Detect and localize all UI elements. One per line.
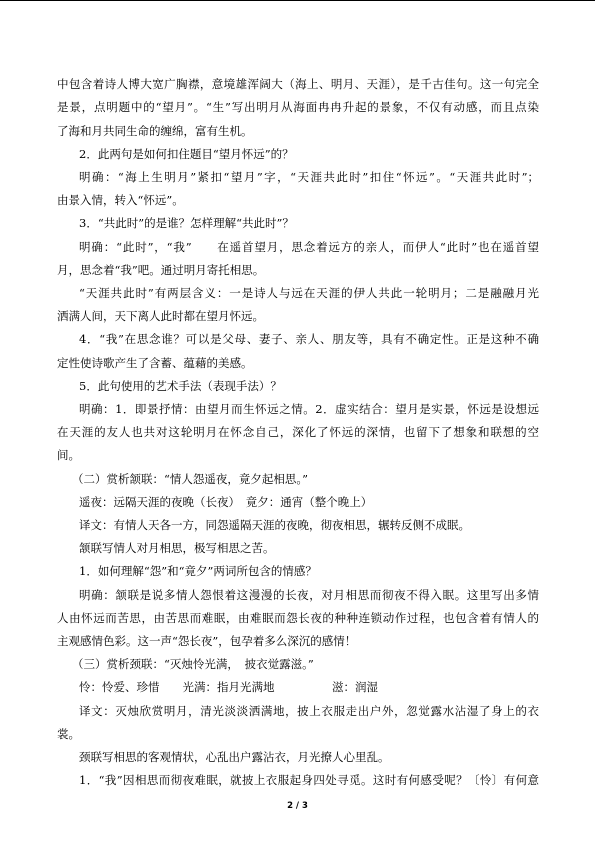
section-heading: （二）赏析颔联：“情人怨遥夜，竟夕起相思。” — [72, 472, 309, 486]
text-line: 人由怀远而苦思，由苦思而难眠，由难眠而怨长夜的种种连锁动作过程，也包含着有情人的 — [57, 611, 539, 625]
text-line: 定性使诗歌产生了含蓄、蕴藉的美感。 — [57, 356, 253, 370]
text-line: “天涯共此时”有两层含义：一是诗人与远在天涯的伊人共此一轮明月；二是融融月光 — [79, 286, 539, 300]
question-1: 1．如何理解“怨”和“竟夕”两词所包含的情感？ — [79, 564, 317, 578]
text-line: 洒满人间，天下离人此时都在望月怀远。 — [57, 309, 264, 323]
question-5: 5．此句使用的艺术手法（表现手法）？ — [79, 379, 282, 393]
text-line: 是景，点明题中的“望月”。“生”写出明月从海面冉冉升起的景象，不仅有动感，而且点染 — [57, 100, 539, 114]
text-line: 间。 — [57, 448, 80, 462]
text-line: 由景入情，转入“怀远”。 — [57, 193, 184, 207]
question-4: 4．“我”在思念谁？可以是父母、妻子、亲人、朋友等，具有不确定性。正是这种不确 — [79, 332, 539, 346]
text-line: 中包含着诗人博大宽广胸襟，意境雄浑阔大（海上、明月、天涯），是千古佳句。这一句完全 — [57, 77, 539, 91]
question-3: 3．“共此时”的是谁？怎样理解“共此时”？ — [79, 216, 294, 230]
text-line: 主观感情色彩。这一声“怨长夜”，包孕着多么深沉的感情！ — [57, 634, 357, 648]
text-line: 裳。 — [57, 727, 80, 741]
question-1: 1．“我”因相思而彻夜难眠，就披上衣服起身四处寻觅。这时有何感受呢？〔怜〕有何意 — [79, 773, 539, 787]
text-line: 怜：怜爱、珍惜 光满：指月光满地 滋：润湿 — [79, 680, 378, 694]
section-heading: （三）赏析颈联：“灭烛怜光满， 披衣觉露滋。” — [72, 657, 314, 671]
question-2: 2．此两句是如何扣住题目“望月怀远”的？ — [79, 147, 294, 161]
text-line: 译文：有情人天各一方，同怨遥隔天涯的夜晚，彻夜相思，辗转反侧不成眠。 — [79, 518, 470, 532]
text-line: 了海和月共同生命的缠绵，富有生机。 — [57, 124, 253, 138]
text-line: 颔联写情人对月相思，极写相思之苦。 — [79, 541, 275, 555]
text-line: 明确：“此时”，“我” 在遥首望月，思念着远方的亲人，而伊人“此时”也在遥首望 — [79, 240, 539, 254]
text-line: 月，思念着“我”吧。通过明月寄托相思。 — [57, 263, 265, 277]
header-rule — [0, 0, 595, 1]
text-line: 颈联写相思的客观情状，心乱出户露沾衣，月光撩人心里乱。 — [79, 750, 390, 764]
text-line: 明确：颔联是说多情人怨恨着这漫漫的长夜，对月相思而彻夜不得入眠。这里写出多情 — [79, 588, 539, 602]
text-line: 明确：“海上生明月”紧扣“望月”字，“天涯共此时”扣住“怀远”。“天涯共此时”； — [79, 170, 539, 184]
text-line: 遥夜：远隔天涯的夜晚（长夜） 竟夕：通宵（整个晚上） — [79, 495, 373, 509]
text-line: 在天涯的友人也共对这轮明月在怀念自己，深化了怀远的深情，也留下了想象和联想的空 — [57, 425, 539, 439]
page-number: 2 / 3 — [287, 801, 308, 811]
text-line: 译文：灭烛欣赏明月，清光淡淡洒满地，披上衣服走出户外，忽觉露水沾湿了身上的衣 — [79, 704, 539, 718]
text-line: 明确：1．即景抒情：由望月而生怀远之情。2．虚实结合：望月是实景，怀远是设想远 — [79, 402, 539, 416]
